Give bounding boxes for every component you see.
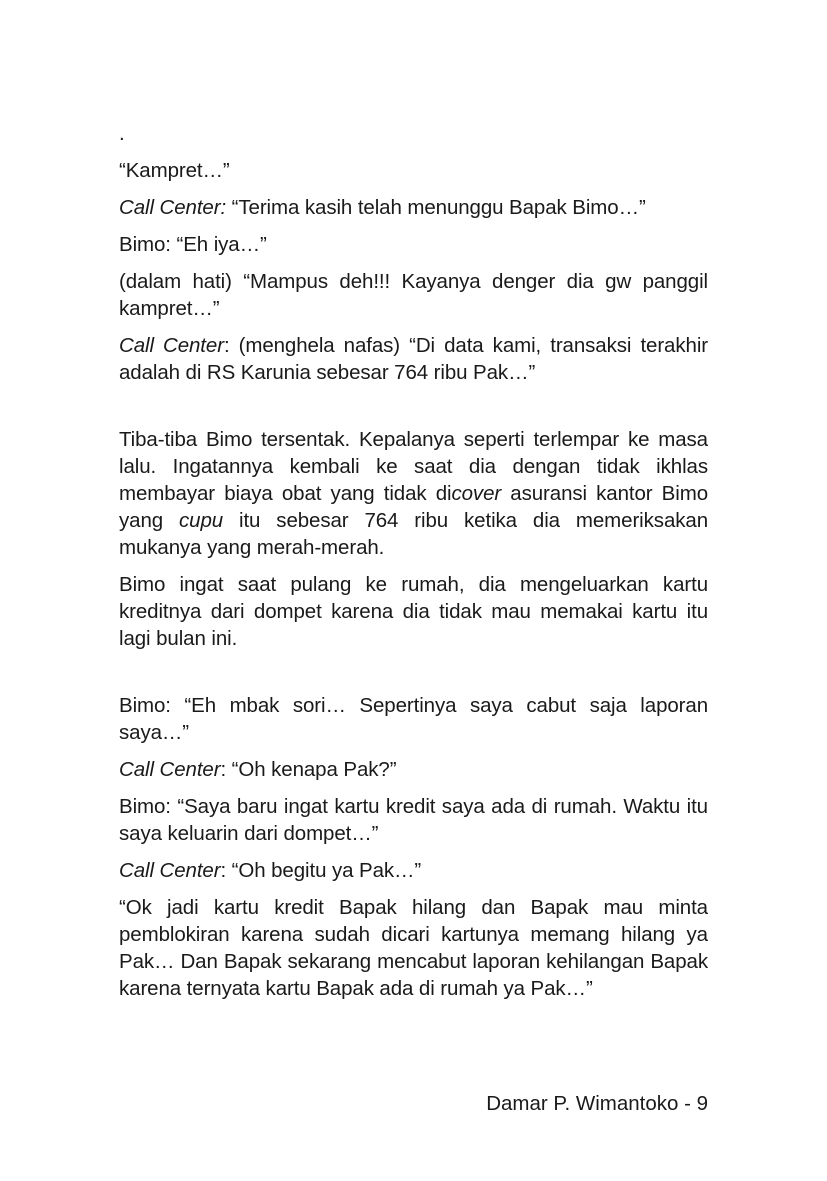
dialogue-line: (dalam hati) “Mampus deh!!! Kayanya denger dia gw panggil kampret…”: [119, 270, 708, 320]
dialogue-line: Bimo: “Eh mbak sori… Sepertinya saya cabut saja laporan saya…”: [119, 694, 708, 744]
dialogue-line: [119, 756, 708, 783]
narrative-paragraph: Bimo ingat saat pulang ke rumah, dia mengeluarkan kartu kreditnya dari dompet karena dia tidak mau memakai kartu itu lagi bulan ini.: [119, 573, 708, 650]
dialogue-text: : “Oh kenapa Pak?”: [220, 758, 397, 781]
dialogue-text: : (menghela nafas) “Di data kami, transaksi terakhir adalah di RS Karunia sebesar 764 ribu Pak…”: [119, 334, 708, 384]
page-body: [119, 120, 708, 1012]
dialogue-line: [119, 332, 708, 386]
page-footer: Damar P. Wimantoko - 9: [486, 1092, 708, 1115]
dialogue-line: “Kampret…”: [119, 159, 230, 182]
narrative-text: asuransi kantor Bimo yang: [119, 482, 708, 532]
speaker-name: Call Center: [119, 334, 224, 357]
dialogue-text: “Terima kasih telah menunggu Bapak Bimo…”: [226, 196, 646, 219]
emphasis-text: cupu: [179, 509, 224, 532]
narrative-text: itu sebesar 764 ribu ketika dia memeriksakan mukanya yang merah-merah.: [119, 509, 708, 559]
dialogue-text: : “Oh begitu ya Pak…”: [220, 859, 422, 882]
dialogue-line: Bimo: “Eh iya…”: [119, 233, 267, 256]
dialogue-line: [119, 857, 708, 884]
dot-marker: .: [119, 122, 125, 145]
speaker-name: Call Center: [119, 758, 221, 781]
speaker-name: Call Center: [119, 859, 221, 882]
narrative-paragraph: [119, 426, 708, 561]
dialogue-line: “Ok jadi kartu kredit Bapak hilang dan Bapak mau minta pemblokiran karena sudah dicari kartunya memang hilang ya Pak… Dan Bapak sekarang mencabut laporan kehilangan Bapak karena ternyata kartu Bapak ada di rumah ya Pak…”: [119, 896, 708, 1000]
narrative-text: Tiba-tiba Bimo tersentak. Kepalanya seperti terlempar ke masa lalu. Ingatannya kembali ke saat dia dengan tidak ikhlas membayar biaya obat yang tidak di: [119, 428, 708, 505]
dialogue-line: [119, 194, 708, 221]
dialogue-line: Bimo: “Saya baru ingat kartu kredit saya ada di rumah. Waktu itu saya keluarin dari dompet…”: [119, 795, 708, 845]
speaker-name: Call Center:: [119, 196, 227, 219]
emphasis-text: cover: [451, 482, 502, 505]
